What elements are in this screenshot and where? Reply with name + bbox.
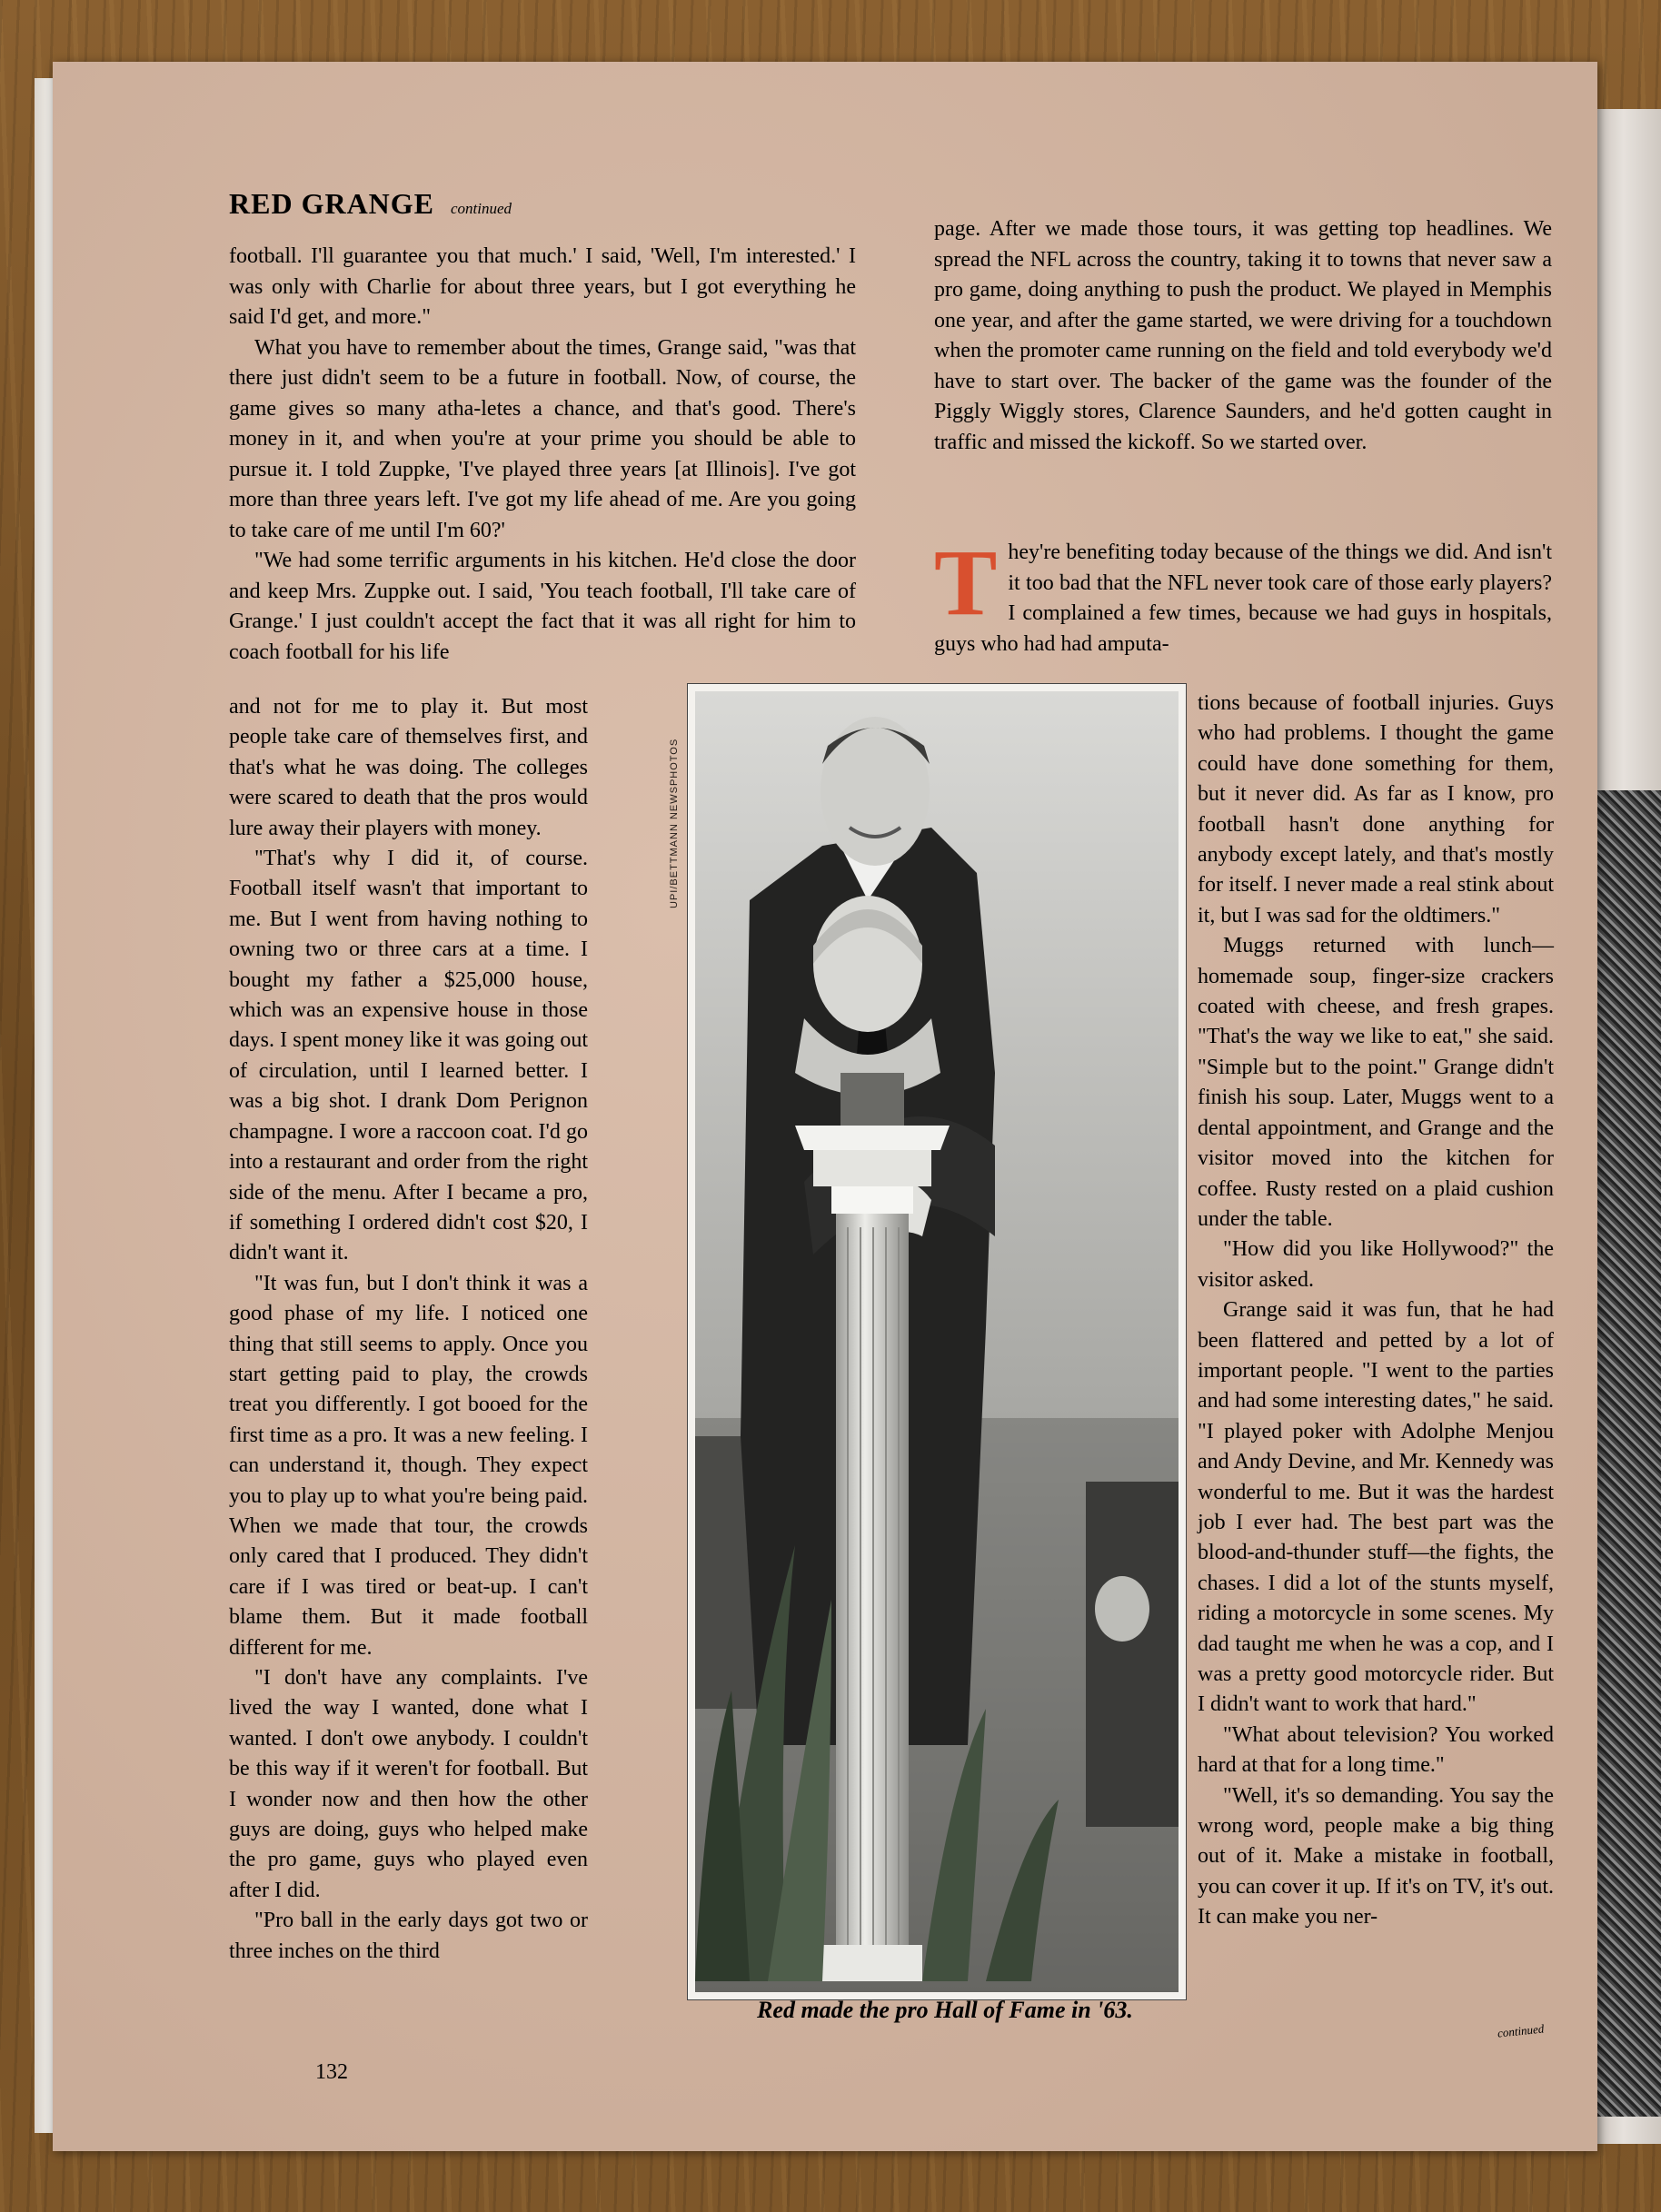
paragraph: "What about television? You worked hard at that for a long time." (1198, 1722, 1554, 1778)
paragraph: "We had some terrific arguments in his kitchen. He'd close the door and keep Mrs. Zuppke out. I said, 'You teach football, I'll take care of Grange.' I just couldn't accept the fact that it was all right for him to coach football for his life (229, 549, 856, 664)
paragraph: and not for me to play it. But most people take care of themselves first, and that's what he was doing. The colleges were scared to death that the pros would lure away their players with money. (229, 695, 588, 840)
column-1-wrap (229, 692, 588, 1967)
paragraph: tions because of football injuries. Guys who had problems. I thought the game could have done something for them, but it never did. As far as I know, pro football hasn't done anything for anybody except lately, and that's mostly for itself. I never made a real stink about it, but I was sad for the oldtimers." (1198, 691, 1554, 927)
paragraph: "That's why I did it, of course. Football itself wasn't that important to me. But I went from having nothing to owning two or three cars at a time. I bought my father a $25,000 house, which was an expensive house in those days. I spent money like it was going out of circulation, until I learned better. I was a big shot. I drank Dom Perignon champagne. I wore a raccoon coat. I'd go into a restaurant and order from the right side of the menu. After I became a pro, if something I ordered didn't cost $20, I didn't want it. (229, 847, 588, 1265)
footer-continued-label: continued (1497, 2021, 1545, 2040)
photo-red-grange-with-bust (695, 691, 1179, 1992)
paragraph: "It was fun, but I don't think it was a good phase of my life. I noticed one thing that still seems to apply. Once you start getting paid to play, the crowds treat you differently. I got booed for the first time as a pro. It was a new feeling. I can understand it, though. They expect you to play up to what you're being paid. When we made that tour, the crowds only cared that I produced. They didn't care if I was tired or beat-up. I can't blame them. But it made football different for me. (229, 1271, 588, 1660)
dropcap-paragraph (934, 531, 1552, 660)
paragraph: "How did you like Hollywood?" the visitor asked. (1198, 1237, 1554, 1292)
photo-caption: Red made the pro Hall of Fame in '63. (757, 1997, 1133, 2023)
article-header (229, 187, 512, 221)
paragraph: Muggs returned with lunch—homemade soup, finger-size crackers coated with cheese, and fresh grapes. "That's the way we like to eat," she said. "Simple but to the point." Grange didn't finish his soup. Later, Muggs went to a dental appointment, and Grange and the visitor moved into the kitchen for coffee. Rusty rested on a plaid cushion under the table. (1198, 934, 1554, 1231)
column-2 (934, 214, 1552, 458)
photo-frame (687, 683, 1187, 2000)
column-1 (229, 242, 856, 668)
continued-label: continued (451, 200, 512, 217)
paragraph: page. After we made those tours, it was getting top headlines. We spread the NFL across the country, taking it to towns that never saw a pro game, doing anything to push the product. We played in Memphis one year, and after the game started, we were driving for a touchdown when the promoter came running on the field and told everybody we'd have to start over. The backer of the game was the founder of the Piggly Wiggly stores, Clarence Saunders, and he'd gotten caught in traffic and missed the kickoff. So we started over. (934, 217, 1552, 454)
paragraph: "I don't have any complaints. I've lived the way I wanted, done what I wanted. I don't owe anybody. I couldn't be this way if it weren't for football. But I wonder now and then how the other guys are doing, guys who helped make the pro game, guys who played even after I did. (229, 1666, 588, 1902)
adjacent-page-photo (1597, 790, 1661, 2117)
photo-credit: UPI/BETTMANN NEWSPHOTOS (669, 738, 680, 908)
paragraph: football. I'll guarantee you that much.' I said, 'Well, I'm interested.' I was only with Charlie for about three years, but I got everything he said I'd get, and more." (229, 244, 856, 329)
page-number: 132 (315, 2060, 348, 2084)
paragraph: "Well, it's so demanding. You say the wrong word, people make a big thing out of it. Make a mistake in football, you can cover it up. If it's on TV, it's out. It can make you ner- (1198, 1783, 1554, 1929)
paragraph: Grange said it was fun, that he had been flattered and petted by a lot of important people. "I went to the parties and had some interesting dates," he said. "I played poker with Adolphe Menjou and Andy Devine, and Mr. Kennedy was wonderful to me. But it was the hardest job I ever had. The best part was the blood-and-thunder stuff—the fights, the chases. I did a lot of the stunts myself, riding a motorcycle in some scenes. My dad taught me when he was a cop, and I was a pretty good motorcycle rider. But I didn't want to work that hard." (1198, 1298, 1554, 1717)
article-title: RED GRANGE (229, 187, 435, 220)
paragraph: hey're benefiting today because of the things we did. And isn't it too bad that the NFL never took care of those early players? I complained a few times, because we had guys in hospitals, guys who had had amputa- (934, 541, 1552, 656)
paragraph: "Pro ball in the early days got two or three inches on the third (229, 1909, 588, 1963)
drop-cap: T (934, 531, 998, 635)
paragraph: What you have to remember about the times, Grange said, "was that there just didn't seem to be a future in football. Now, of course, the game gives so many atha-letes a chance, and that's good. There's money in it, and when you're at your prime you should be able to pursue it. I told Zuppke, 'I've played three years [at Illinois]. I've got more than three years left. I've got my life ahead of me. Are you going to take care of me until I'm 60?' (229, 335, 856, 542)
column-2-wrap (1198, 689, 1554, 1933)
